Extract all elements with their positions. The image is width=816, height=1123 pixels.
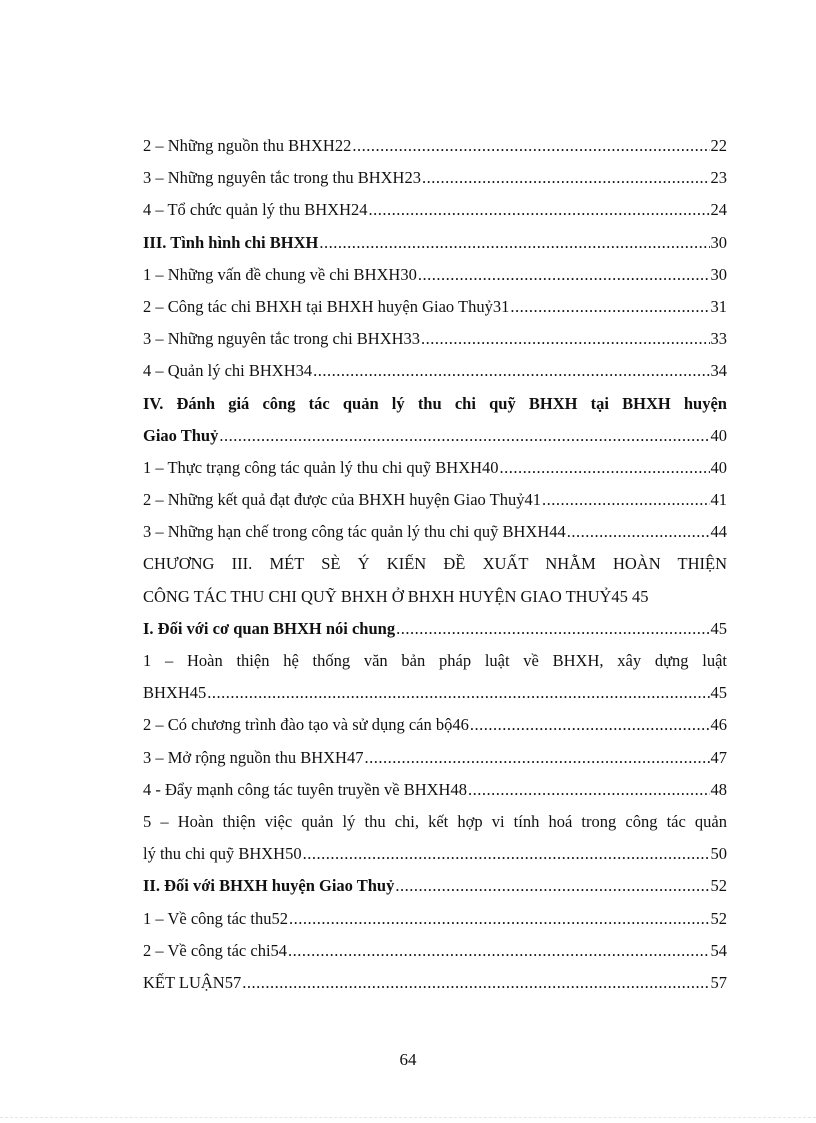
toc-entry-title: III. Tình hình chi BHXH (143, 232, 319, 252)
toc-entry (143, 677, 727, 709)
toc-entry-page: 52 (710, 908, 727, 928)
toc-entry-page: 41 (710, 490, 727, 510)
toc-entry-page: 50 (710, 844, 727, 864)
toc-entry-page: 40 (710, 425, 727, 445)
table-of-contents (143, 130, 727, 999)
toc-entry-line1: 5 – Hoàn thiện việc quản lý thu chi, kết hợp vi tính hoá trong công tác quản (143, 811, 727, 831)
toc-entry (143, 452, 727, 484)
page-number: 64 (399, 1050, 417, 1069)
leader-dots (352, 130, 709, 162)
toc-entry-title: I. Đối với cơ quan BHXH nói chung (143, 618, 396, 638)
toc-entry-page: 46 (710, 715, 727, 735)
toc-entry (143, 838, 727, 870)
leader-dots (422, 162, 710, 194)
toc-entry-title: 1 – Thực trạng công tác quản lý thu chi quỹ BHXH40 (143, 457, 499, 477)
toc-entry-title: 3 – Những nguyên tắc trong chi BHXH33 (143, 329, 421, 349)
toc-entry-title: 2 – Những kết quả đạt được của BHXH huyện Giao Thuỷ41 (143, 490, 541, 510)
toc-section-heading-line1: IV. Đánh giá công tác quản lý thu chi quỹ BHXH tại BHXH huyện (143, 393, 727, 413)
toc-section-heading (143, 420, 727, 452)
toc-entry-title: 4 – Quản lý chi BHXH34 (143, 361, 313, 381)
toc-entry (143, 355, 727, 387)
toc-entry-page: 45 (710, 683, 727, 703)
leader-dots (567, 516, 710, 548)
toc-entry-title: 4 - Đẩy mạnh công tác tuyên truyền về BHXH48 (143, 779, 467, 799)
toc-entry-title: 2 – Có chương trình đào tạo và sử dụng cán bộ46 (143, 715, 469, 735)
toc-section-heading (143, 870, 727, 902)
leader-dots (207, 677, 709, 709)
toc-entry (143, 774, 727, 806)
toc-entry-title: 3 – Mở rộng nguồn thu BHXH47 (143, 747, 364, 767)
toc-entry (143, 903, 727, 935)
toc-entry-page: 24 (710, 200, 727, 220)
toc-entry-page: 47 (710, 747, 727, 767)
toc-entry-page: 48 (710, 779, 727, 799)
leader-dots (289, 903, 710, 935)
toc-section-heading (143, 227, 727, 259)
toc-entry (143, 162, 727, 194)
leader-dots (510, 291, 709, 323)
leader-dots (418, 259, 710, 291)
chapter-heading-line1: CHƯƠNG III. MÉT SÈ Ý KIẾN ĐỀ XUẤT NHẰM HOÀN THIỆN (143, 554, 727, 574)
toc-entry-page: 54 (710, 940, 727, 960)
leader-dots (319, 227, 709, 259)
toc-entry (143, 967, 727, 999)
toc-entry (143, 323, 727, 355)
toc-entry-title: Giao Thuỷ (143, 425, 219, 445)
toc-entry-title: II. Đối với BHXH huyện Giao Thuỷ (143, 876, 395, 896)
leader-dots (470, 709, 710, 741)
toc-entry (143, 516, 727, 548)
toc-entry-page: 30 (710, 264, 727, 284)
toc-entry-title: KẾT LUẬN57 (143, 972, 242, 992)
toc-entry-page: 57 (710, 972, 727, 992)
page-bottom-divider (0, 1117, 816, 1118)
toc-entry-page: 31 (710, 296, 727, 316)
toc-entry (143, 935, 727, 967)
toc-entry-page: 45 (710, 618, 727, 638)
leader-dots (542, 484, 710, 516)
toc-entry-page: 33 (710, 329, 727, 349)
toc-entry (143, 484, 727, 516)
toc-entry-page: 23 (710, 168, 727, 188)
leader-dots (369, 194, 710, 226)
leader-dots (288, 935, 709, 967)
toc-entry-page: 30 (710, 232, 727, 252)
toc-entry-line1: 1 – Hoàn thiện hệ thống văn bản pháp luật về BHXH, xây dựng luật (143, 651, 727, 670)
leader-dots (468, 774, 710, 806)
toc-entry-page: 44 (710, 522, 727, 542)
toc-entry-page: 22 (710, 136, 727, 155)
toc-entry-title: 2 – Công tác chi BHXH tại BHXH huyện Giao Thuỷ31 (143, 296, 510, 316)
toc-entry (143, 259, 727, 291)
toc-entry (143, 709, 727, 741)
leader-dots (421, 323, 709, 355)
toc-entry-title: BHXH45 (143, 683, 207, 703)
leader-dots (500, 452, 710, 484)
toc-entry-page: 40 (710, 457, 727, 477)
toc-entry (143, 130, 727, 162)
toc-entry-title: 3 – Những nguyên tắc trong thu BHXH23 (143, 168, 421, 188)
toc-entry (143, 291, 727, 323)
toc-entry-page: 34 (710, 361, 727, 381)
chapter-heading-line2: CÔNG TÁC THU CHI QUỸ BHXH Ở BHXH HUYỆN GIAO THUỶ45 45 (143, 586, 649, 606)
leader-dots (364, 742, 709, 774)
leader-dots (313, 355, 709, 387)
toc-entry-title: 1 – Những vấn đề chung về chi BHXH30 (143, 264, 417, 284)
toc-entry-title: 1 – Về công tác thu52 (143, 908, 288, 928)
toc-entry (143, 194, 727, 226)
toc-entry-title: 3 – Những hạn chế trong công tác quản lý thu chi quỹ BHXH44 (143, 522, 566, 542)
leader-dots (242, 967, 709, 999)
toc-entry-title: 2 – Những nguồn thu BHXH22 (143, 136, 352, 155)
leader-dots (219, 420, 709, 452)
leader-dots (396, 613, 709, 645)
toc-entry-title: lý thu chi quỹ BHXH50 (143, 844, 302, 864)
toc-entry (143, 742, 727, 774)
toc-entry-title: 2 – Về công tác chi54 (143, 940, 288, 960)
leader-dots (395, 870, 709, 902)
toc-section-heading (143, 613, 727, 645)
toc-entry-page: 52 (710, 876, 727, 896)
leader-dots (303, 838, 710, 870)
toc-entry-title: 4 – Tổ chức quản lý thu BHXH24 (143, 200, 368, 220)
